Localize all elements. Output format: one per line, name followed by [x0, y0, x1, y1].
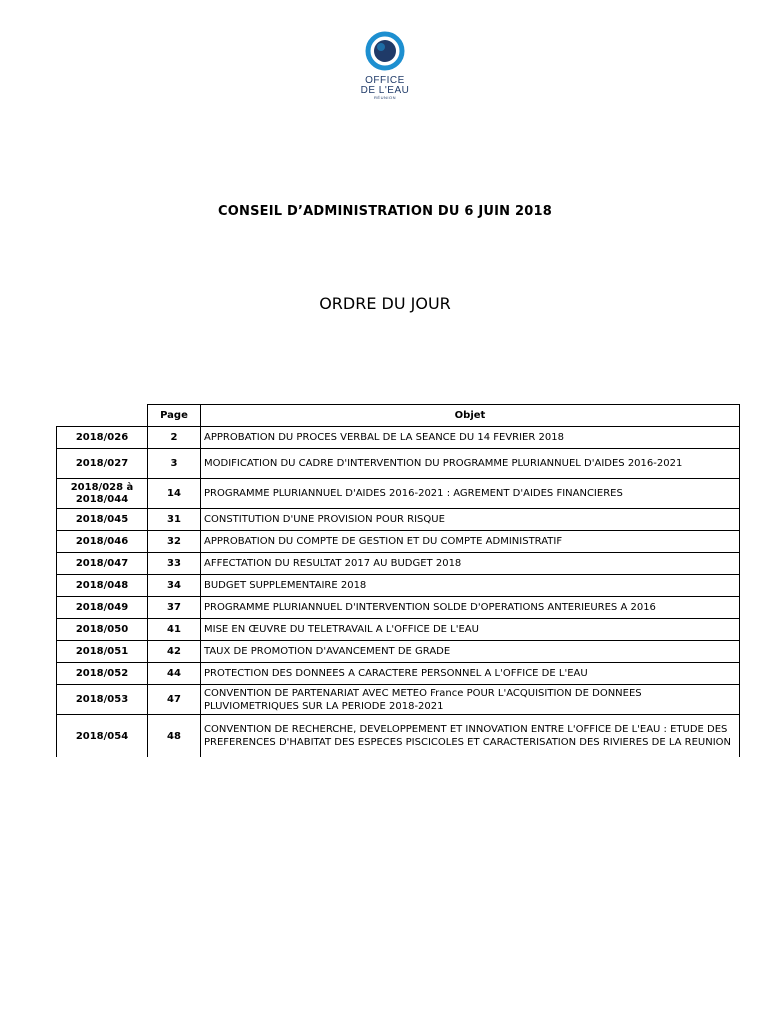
- agenda-subject: CONVENTION DE RECHERCHE, DEVELOPPEMENT ET INNOVATION ENTRE L'OFFICE DE L'EAU : ETUDE DES PREFERENCES D'HABITAT DES ESPECES PISCICOLES ET CARACTERISATION DES RIVIERES DE LA REUNION: [201, 715, 740, 758]
- water-drop-ring-icon: [350, 30, 420, 76]
- deliberation-number-end: 2018/044: [75, 493, 129, 505]
- logo-line-2: DE L'EAU: [360, 85, 410, 96]
- page-number: 47: [148, 685, 201, 715]
- page-number: 33: [148, 553, 201, 575]
- table-row: [57, 641, 740, 663]
- page-number: 2: [148, 427, 201, 449]
- table-row: [57, 575, 740, 597]
- page-number: 41: [148, 619, 201, 641]
- deliberation-number: 2018/049: [57, 597, 148, 619]
- agenda-subject: CONVENTION DE PARTENARIAT AVEC METEO France POUR L'ACQUISITION DE DONNEES PLUVIOMETRIQUES SUR LA PERIODE 2018-2021: [201, 685, 740, 715]
- document-title: CONSEIL D’ADMINISTRATION DU 6 JUIN 2018: [218, 204, 552, 219]
- deliberation-number: 2018/053: [57, 685, 148, 715]
- table-row: [57, 715, 740, 758]
- deliberation-number-start: 2018/028 à: [70, 481, 134, 493]
- deliberation-number: 2018/048: [57, 575, 148, 597]
- logo-line-1: OFFICE: [365, 75, 405, 86]
- deliberation-number: 2018/052: [57, 663, 148, 685]
- page-number: 31: [148, 509, 201, 531]
- document-subtitle: ORDRE DU JOUR: [319, 294, 451, 313]
- deliberation-number: 2018/050: [57, 619, 148, 641]
- agenda-subject: CONSTITUTION D'UNE PROVISION POUR RISQUE: [201, 509, 740, 531]
- page-number: 32: [148, 531, 201, 553]
- column-header-page: Page: [148, 405, 201, 427]
- header-blank-cell: [57, 405, 148, 427]
- page-number: 37: [148, 597, 201, 619]
- agenda-subject: APPROBATION DU COMPTE DE GESTION ET DU COMPTE ADMINISTRATIF: [201, 531, 740, 553]
- agenda-subject: PROGRAMME PLURIANNUEL D'INTERVENTION SOLDE D'OPERATIONS ANTERIEURES A 2016: [201, 597, 740, 619]
- page-number: 44: [148, 663, 201, 685]
- column-header-objet: Objet: [201, 405, 740, 427]
- table-row: [57, 597, 740, 619]
- agenda-table: [56, 404, 740, 757]
- deliberation-number: 2018/051: [57, 641, 148, 663]
- table-row: [57, 531, 740, 553]
- deliberation-number-range: [57, 479, 148, 509]
- deliberation-number: 2018/027: [57, 449, 148, 479]
- deliberation-number: 2018/047: [57, 553, 148, 575]
- table-row: [57, 479, 740, 509]
- deliberation-number: 2018/054: [57, 715, 148, 758]
- deliberation-number: 2018/046: [57, 531, 148, 553]
- table-row: [57, 449, 740, 479]
- agenda-subject: MODIFICATION DU CADRE D'INTERVENTION DU PROGRAMME PLURIANNUEL D'AIDES 2016-2021: [201, 449, 740, 479]
- table-row: [57, 427, 740, 449]
- table-row: [57, 619, 740, 641]
- page-number: 3: [148, 449, 201, 479]
- table-row: [57, 509, 740, 531]
- agenda-subject: PROTECTION DES DONNEES A CARACTERE PERSONNEL A L'OFFICE DE L'EAU: [201, 663, 740, 685]
- page-number: 48: [148, 715, 201, 758]
- deliberation-number: 2018/045: [57, 509, 148, 531]
- table-row: [57, 553, 740, 575]
- table-row: [57, 685, 740, 715]
- page-number: 14: [148, 479, 201, 509]
- agenda-subject: AFFECTATION DU RESULTAT 2017 AU BUDGET 2018: [201, 553, 740, 575]
- page-number: 34: [148, 575, 201, 597]
- logo-line-3: RÉUNION: [374, 95, 396, 100]
- agenda-subject: BUDGET SUPPLEMENTAIRE 2018: [201, 575, 740, 597]
- agenda-subject: MISE EN ŒUVRE DU TELETRAVAIL A L'OFFICE DE L'EAU: [201, 619, 740, 641]
- agenda-subject: TAUX DE PROMOTION D'AVANCEMENT DE GRADE: [201, 641, 740, 663]
- table-row: [57, 663, 740, 685]
- agenda-subject: PROGRAMME PLURIANNUEL D'AIDES 2016-2021 : AGREMENT D'AIDES FINANCIERES: [201, 479, 740, 509]
- deliberation-number: 2018/026: [57, 427, 148, 449]
- office-de-leau-logo: [350, 30, 420, 102]
- page-number: 42: [148, 641, 201, 663]
- table-header-row: [57, 405, 740, 427]
- agenda-subject: APPROBATION DU PROCES VERBAL DE LA SEANCE DU 14 FEVRIER 2018: [201, 427, 740, 449]
